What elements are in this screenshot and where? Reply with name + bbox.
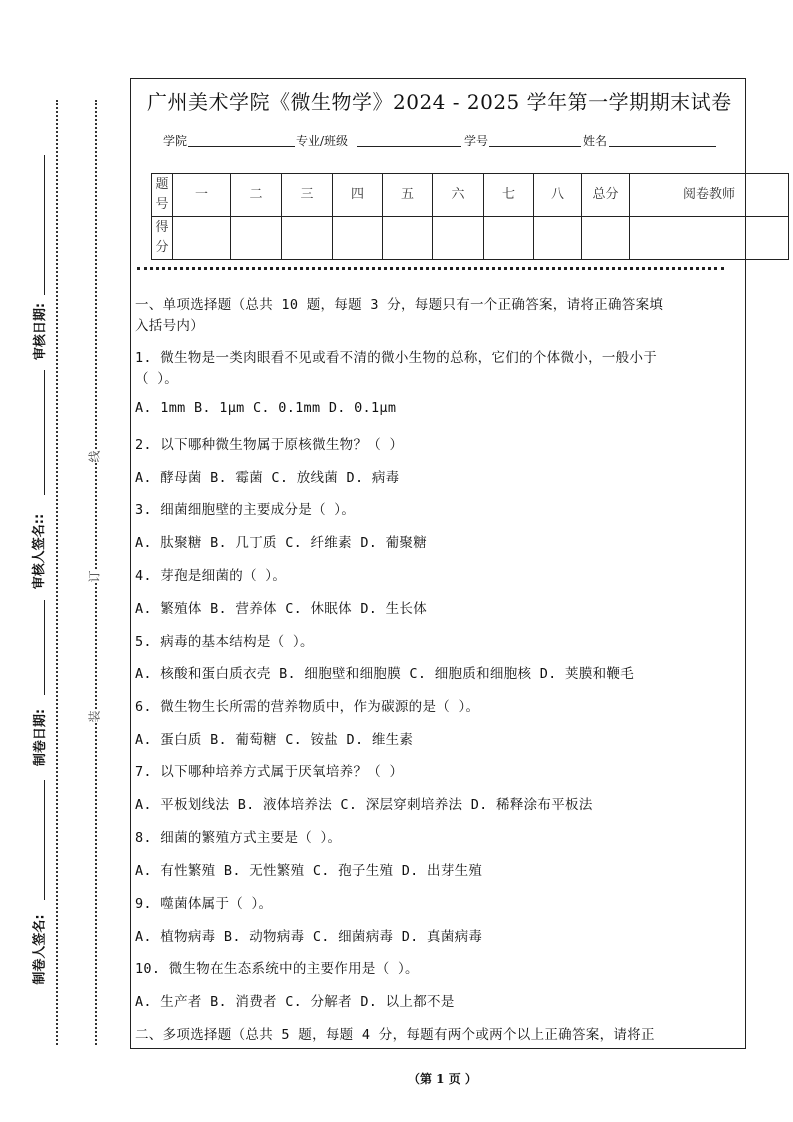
question-text: 7. 以下哪种培养方式属于厌氧培养？（ ） bbox=[135, 764, 404, 780]
header-separator bbox=[137, 267, 724, 270]
answer-options: A. 有性繁殖 B. 无性繁殖 C. 孢子生殖 D. 出芽生殖 bbox=[135, 863, 483, 879]
column-header: 八 bbox=[534, 174, 582, 217]
review-date-label: 审核日期: bbox=[33, 302, 49, 361]
score-cell[interactable] bbox=[282, 217, 333, 260]
score-cell[interactable] bbox=[333, 217, 383, 260]
reviewer-signature-label: 审核人签名:: bbox=[32, 513, 48, 590]
question-text: 1. 微生物是一类肉眼看不见或看不清的微小生物的总称，它们的个体微小，一般小于 bbox=[135, 350, 658, 366]
major-class-label: 专业/班级 bbox=[296, 134, 349, 148]
column-header: 阅卷教师 bbox=[630, 174, 789, 217]
margin-dotted-line bbox=[56, 100, 58, 1045]
page-number: （第 1 页 ） bbox=[408, 1072, 477, 1086]
question-number-header: 题号 bbox=[152, 174, 173, 217]
answer-options: A. 核酸和蛋白质衣壳 B. 细胞壁和细胞膜 C. 细胞质和细胞核 D. 荚膜和鞭毛 bbox=[135, 666, 635, 682]
score-cell[interactable] bbox=[433, 217, 484, 260]
signature-line bbox=[44, 370, 45, 495]
compile-date-label: 制卷日期: bbox=[33, 708, 49, 767]
compiler-signature-label: 制卷人签名: bbox=[32, 914, 48, 985]
score-cell[interactable] bbox=[173, 217, 231, 260]
question-text: 9. 噬菌体属于（ ）。 bbox=[135, 896, 273, 912]
column-header: 四 bbox=[333, 174, 383, 217]
question-text: 2. 以下哪种微生物属于原核微生物？（ ） bbox=[135, 437, 404, 453]
section-heading: 一、单项选择题（总共 10 题，每题 3 分，每题只有一个正确答案，请将正确答案填 bbox=[135, 297, 664, 313]
signature-line bbox=[44, 780, 45, 900]
signature-line bbox=[44, 600, 45, 695]
binding-char-order: 订 bbox=[87, 570, 102, 583]
question-text: 5. 病毒的基本结构是（ ）。 bbox=[135, 634, 314, 650]
column-header: 一 bbox=[173, 174, 231, 217]
answer-options: A. 繁殖体 B. 营养体 C. 休眠体 D. 生长体 bbox=[135, 601, 428, 617]
college-label: 学院 bbox=[163, 134, 188, 148]
name-label: 姓名 bbox=[583, 134, 608, 148]
name-field[interactable] bbox=[609, 146, 716, 147]
section-heading: 入括号内） bbox=[135, 318, 204, 334]
page-title: 广州美术学院《微生物学》2024 - 2025 学年第一学期期末试卷 bbox=[147, 90, 732, 114]
answer-options: A. 肽聚糖 B. 几丁质 C. 纤维素 D. 葡聚糖 bbox=[135, 535, 428, 551]
section-heading: 二、多项选择题（总共 5 题，每题 4 分，每题有两个或两个以上正确答案，请将正 bbox=[135, 1027, 655, 1043]
student-id-label: 学号 bbox=[464, 134, 489, 148]
binding-char-line: 线 bbox=[87, 450, 102, 463]
score-cell[interactable] bbox=[534, 217, 582, 260]
answer-options: A. 生产者 B. 消费者 C. 分解者 D. 以上都不是 bbox=[135, 994, 455, 1010]
binding-char-bind: 装 bbox=[87, 710, 102, 723]
question-text: 10. 微生物在生态系统中的主要作用是（ ）。 bbox=[135, 961, 419, 977]
question-text: 6. 微生物生长所需的营养物质中，作为碳源的是（ ）。 bbox=[135, 699, 480, 715]
question-text: 3. 细菌细胞壁的主要成分是（ ）。 bbox=[135, 502, 356, 518]
signature-line bbox=[44, 155, 45, 295]
score-row-header: 得分 bbox=[152, 217, 173, 260]
score-cell[interactable] bbox=[231, 217, 282, 260]
score-cell[interactable] bbox=[484, 217, 534, 260]
score-table bbox=[151, 173, 789, 260]
answer-options: A. 植物病毒 B. 动物病毒 C. 细菌病毒 D. 真菌病毒 bbox=[135, 929, 483, 945]
question-text: 4. 芽孢是细菌的（ ）。 bbox=[135, 568, 287, 584]
student-id-field[interactable] bbox=[489, 146, 581, 147]
column-header: 三 bbox=[282, 174, 333, 217]
answer-options: A. 平板划线法 B. 液体培养法 C. 深层穿刺培养法 D. 稀释涂布平板法 bbox=[135, 797, 593, 813]
column-header: 总分 bbox=[582, 174, 630, 217]
column-header: 六 bbox=[433, 174, 484, 217]
section-heading: （ ）。 bbox=[135, 371, 179, 387]
college-field[interactable] bbox=[188, 146, 295, 147]
column-header: 五 bbox=[383, 174, 433, 217]
score-cell[interactable] bbox=[383, 217, 433, 260]
answer-options: A. 蛋白质 B. 葡萄糖 C. 铵盐 D. 维生素 bbox=[135, 732, 414, 748]
major-class-field[interactable] bbox=[357, 146, 461, 147]
score-cell[interactable] bbox=[582, 217, 630, 260]
question-text: 8. 细菌的繁殖方式主要是（ ）。 bbox=[135, 830, 342, 846]
column-header: 二 bbox=[231, 174, 282, 217]
score-cell[interactable] bbox=[630, 217, 789, 260]
answer-options: A. 酵母菌 B. 霉菌 C. 放线菌 D. 病毒 bbox=[135, 470, 400, 486]
column-header: 七 bbox=[484, 174, 534, 217]
answer-options: A. 1mm B. 1μm C. 0.1mm D. 0.1μm bbox=[135, 400, 397, 416]
